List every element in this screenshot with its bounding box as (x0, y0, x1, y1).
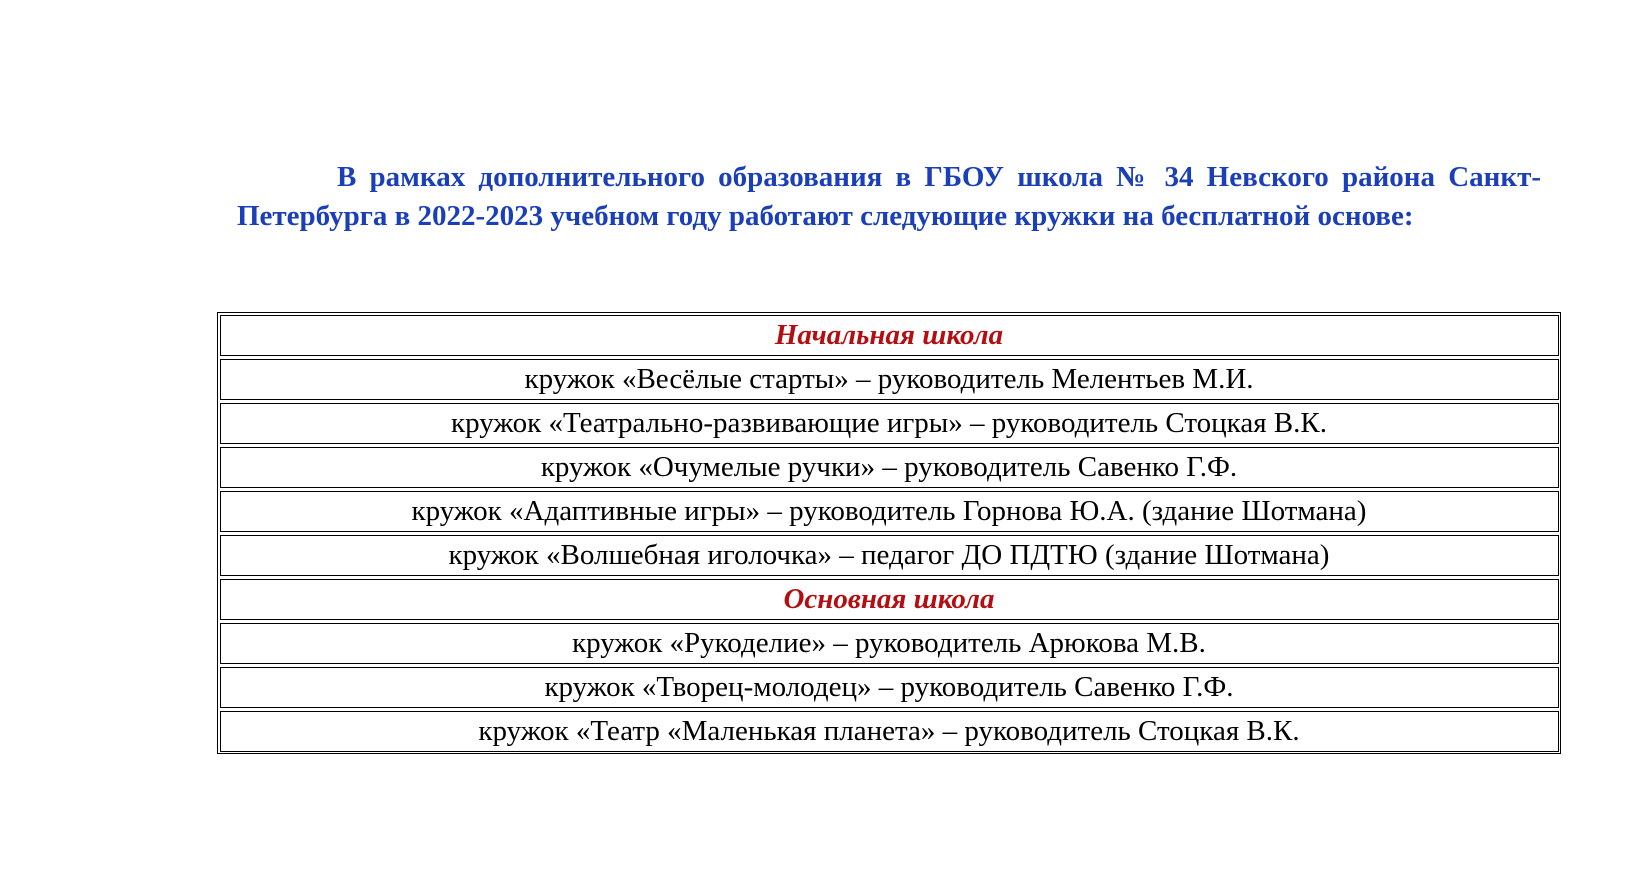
circles-table (217, 312, 1561, 754)
table-row: кружок «Адаптивные игры» – руководитель Горнова Ю.А. (здание Шотмана) (220, 491, 1559, 532)
table-row: кружок «Творец-молодец» – руководитель Савенко Г.Ф. (220, 667, 1559, 708)
table-row: кружок «Очумелые ручки» – руководитель Савенко Г.Ф. (220, 447, 1559, 488)
section-header-primary-school: Начальная школа (220, 315, 1559, 356)
intro-paragraph: В рамках дополнительного образования в ГБОУ школа № 34 Невского района Санкт-Петербурга в 2022-2023 учебном году работают следующие кружки на бесплатной основе: (237, 161, 1541, 232)
table-row: кружок «Волшебная иголочка» – педагог ДО ПДТЮ (здание Шотмана) (220, 535, 1559, 576)
section-header-basic-school: Основная школа (220, 579, 1559, 620)
table-row: кружок «Рукоделие» – руководитель Арюкова М.В. (220, 623, 1559, 664)
table-row: кружок «Театр «Маленькая планета» – руководитель Стоцкая В.К. (220, 711, 1559, 752)
table-row: кружок «Театрально-развивающие игры» – руководитель Стоцкая В.К. (220, 403, 1559, 444)
table-row: кружок «Весёлые старты» – руководитель Мелентьев М.И. (220, 359, 1559, 400)
